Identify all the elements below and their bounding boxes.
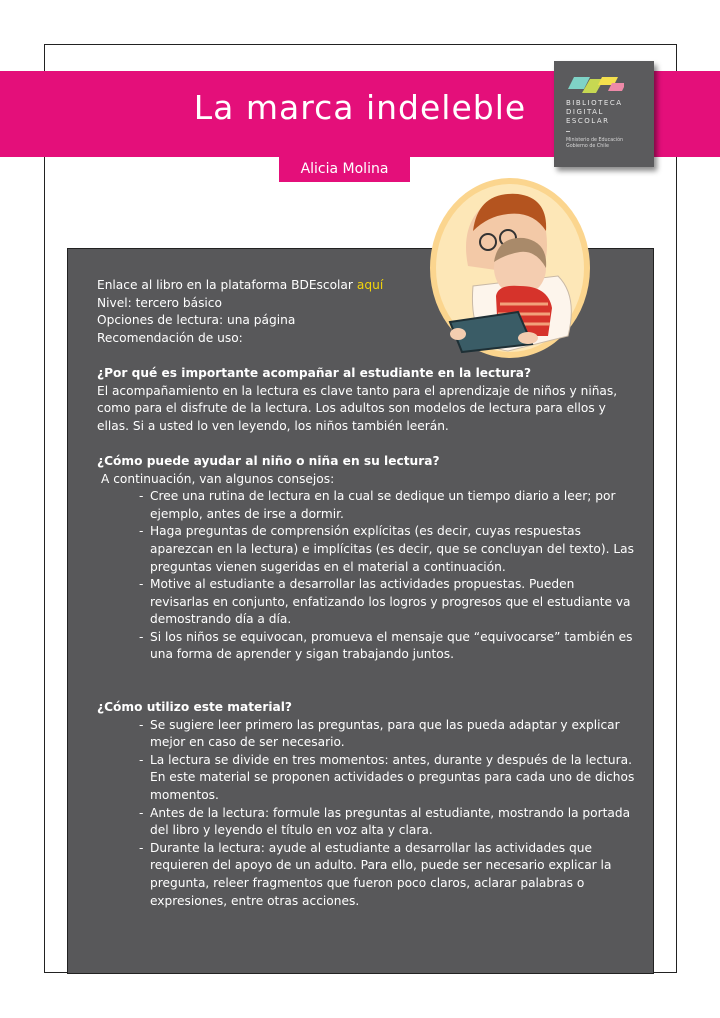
book-link-line bbox=[97, 277, 637, 295]
logo-wordmark: BIBLIOTECA DIGITAL ESCOLAR bbox=[566, 99, 623, 125]
list-item: - Motive al estudiante a desarrollar las actividades propuestas. Pueden revisarlas en conjunto, enfatizando los logros y progresos que el estudiante va demostrando día a día. bbox=[139, 576, 637, 629]
usage-list bbox=[139, 717, 637, 911]
logo-divider bbox=[566, 131, 570, 132]
section-body-why: El acompañamiento en la lectura es clave tanto para el aprendizaje de niños y niñas, como para el disfrute de la lectura. Los adultos son modelos de lectura para ellos y ellas. Si a usted lo ven leyendo, los niños también leerán. bbox=[97, 383, 618, 433]
list-item: - Si los niños se equivocan, promueva el mensaje que “equivocarse” también es una forma de aprender y sigan trabajando juntos. bbox=[139, 629, 637, 664]
level-line: Nivel: tercero básico bbox=[97, 295, 222, 310]
list-item: - Antes de la lectura: formule las preguntas al estudiante, mostrando la portada del libro y leyendo el título en voz alta y clara. bbox=[139, 805, 637, 840]
section-intro-tips: A continuación, van algunos consejos: bbox=[101, 471, 335, 486]
author-label: Alicia Molina bbox=[279, 156, 410, 182]
list-item: - Cree una rutina de lectura en la cual se dedique un tiempo diario a leer; por ejemplo, antes de irse a dormir. bbox=[139, 488, 637, 523]
reading-options-line: Opciones de lectura: una página bbox=[97, 313, 296, 328]
list-item: - Se sugiere leer primero las preguntas, para que las pueda adaptar y explicar mejor en caso de ser necesario. bbox=[139, 717, 637, 752]
section-heading-why: ¿Por qué es importante acompañar al estudiante en la lectura? bbox=[97, 365, 532, 380]
logo-bars-icon bbox=[564, 67, 624, 97]
section-heading-how-help: ¿Cómo puede ayudar al niño o niña en su lectura? bbox=[97, 453, 440, 468]
tips-list bbox=[139, 488, 637, 664]
logo-ministry: Ministerio de Educación Gobierno de Chile bbox=[566, 138, 624, 149]
book-link[interactable]: aquí bbox=[356, 278, 384, 292]
content-text bbox=[97, 277, 637, 910]
bdescolar-logo bbox=[554, 61, 654, 167]
recommendation-line: Recomendación de uso: bbox=[97, 330, 243, 345]
title-text: La marca indeleble bbox=[193, 88, 527, 127]
book-link-prefix: Enlace al libro en la plataforma BDEscolar bbox=[97, 278, 353, 292]
list-item: - Durante la lectura: ayude al estudiante a desarrollar las actividades que requieren del apoyo de un adulto. Para ello, puede ser necesario explicar la pregunta, releer fragmentos que fueron poco claros, aclarar palabras o expresiones, entre otras acciones. bbox=[139, 840, 637, 910]
section-heading-how-use: ¿Cómo utilizo este material? bbox=[97, 700, 292, 715]
list-item: - Haga preguntas de comprensión explícitas (es decir, cuyas respuestas aparezcan en la lectura) e implícitas (es decir, que se concluyan del texto). Las preguntas vienen sugeridas en el material a continuación. bbox=[139, 523, 637, 576]
list-item: - La lectura se divide en tres momentos: antes, durante y después de la lectura. En este material se proponen actividades o preguntas para cada uno de dichos momentos. bbox=[139, 752, 637, 805]
